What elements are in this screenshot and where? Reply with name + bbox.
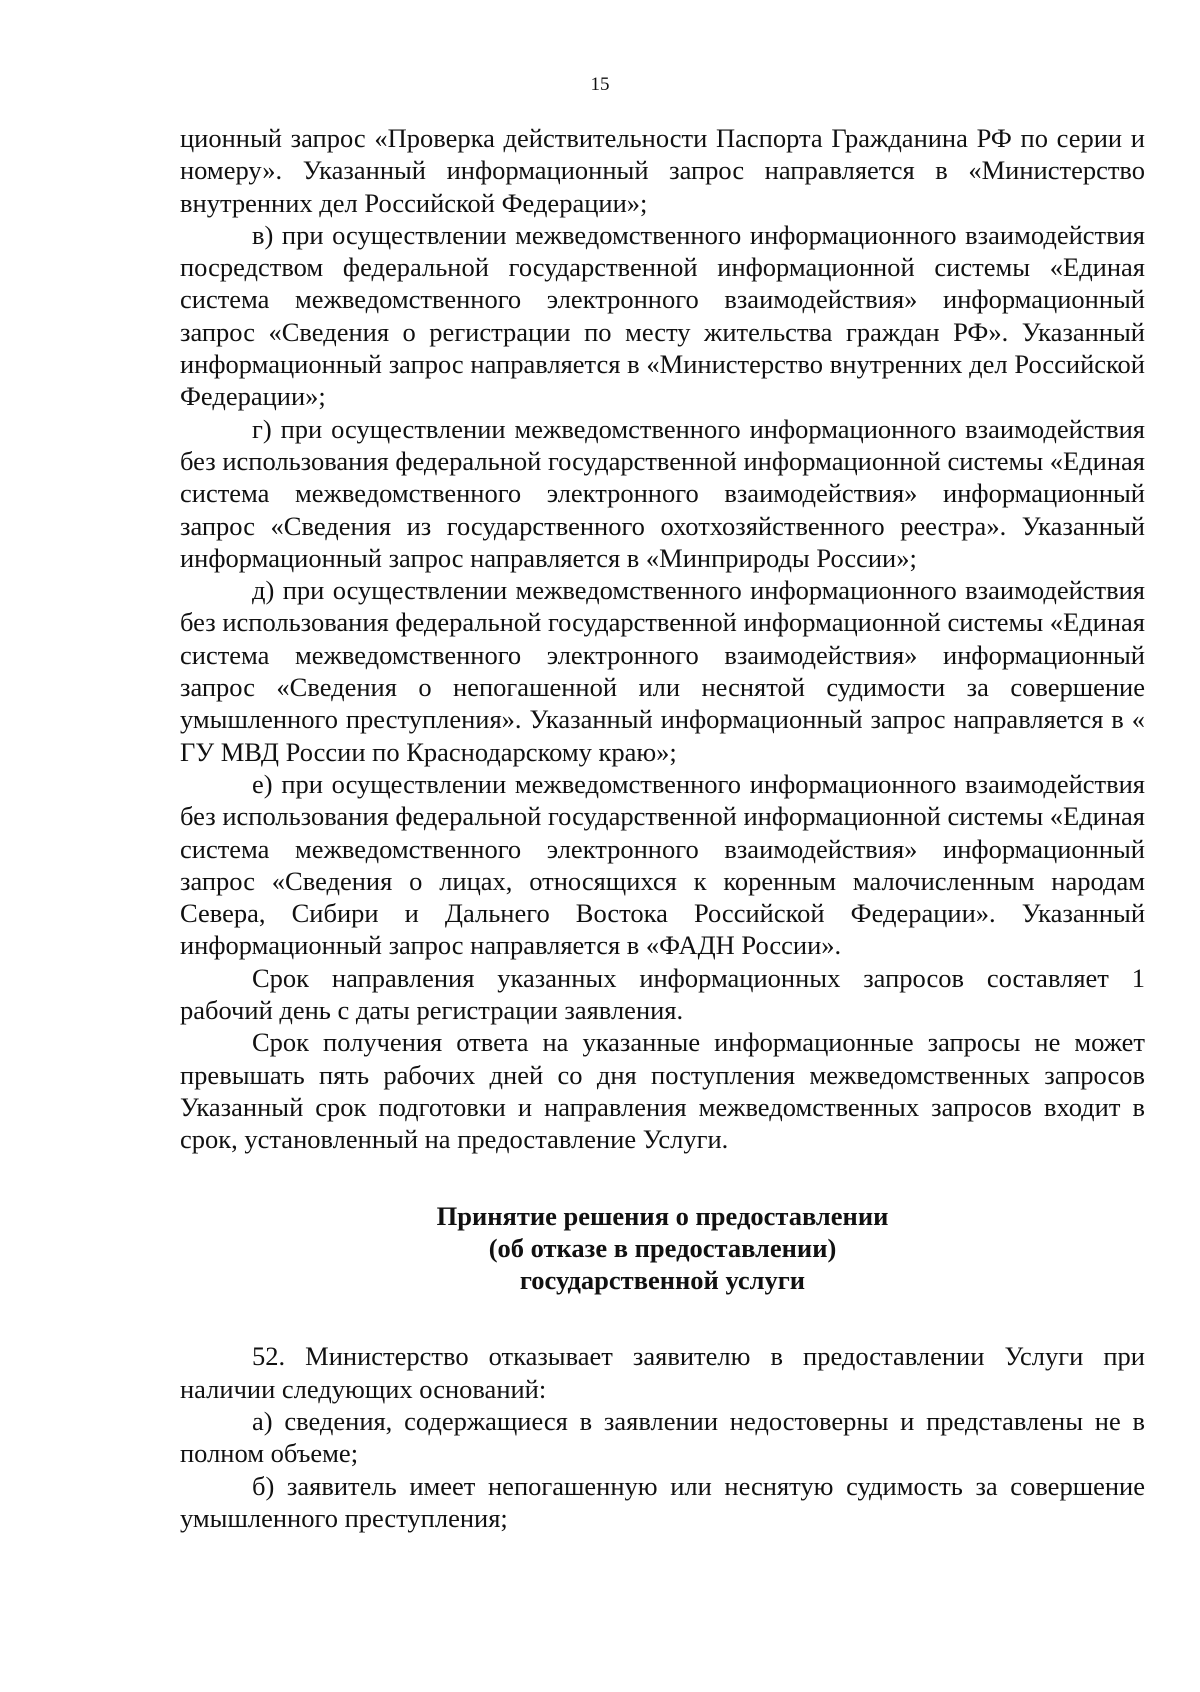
paragraph-item-d: д) при осуществлении межведомственного информационного взаимодействия без использования федеральной государственной информационной системы «Единая система межведомственного электронного взаимодействия» информационный запрос «Сведения о непогашенной или неснятой судимости за совершение умышленного преступления». Указанный информационный запрос направляется в « ГУ МВД России по Краснодарскому краю»; bbox=[180, 575, 1145, 767]
paragraph-clause-52-a: а) сведения, содержащиеся в заявлении недостоверны и представлены не в полном объеме; bbox=[180, 1405, 1145, 1469]
paragraph-clause-52-b: б) заявитель имеет непогашенную или неснятую судимость за совершение умышленного преступления; bbox=[180, 1470, 1145, 1533]
paragraph-clause-52: 52. Министерство отказывает заявителю в предоставлении Услуги при наличии следующих оснований: bbox=[180, 1341, 1145, 1404]
page-number: 15 bbox=[590, 74, 610, 95]
section-heading-line-3: государственной услуги bbox=[519, 1265, 806, 1296]
section-heading bbox=[180, 1200, 1145, 1297]
paragraph-item-e: е) при осуществлении межведомственного информационного взаимодействия без использования федеральной государственной информационной системы «Единая система межведомственного электронного взаимодействия» информационный запрос «Сведения о лицах, относящихся к коренным малочисленным народам Севера, Сибири и Дальнего Востока Российской Федерации». Указанный информационный запрос направляется в «ФАДН России». bbox=[180, 768, 1145, 961]
paragraph-item-v: в) при осуществлении межведомственного информационного взаимодействия посредством федеральной государственной информационной системы «Единая система межведомственного электронного взаимодействия» информационный запрос «Сведения о регистрации по месту жительства граждан РФ». Указанный информационный запрос направляется в «Министерство внутренних дел Российской Федерации»; bbox=[180, 219, 1145, 412]
section-heading-line-1: Принятие решения о предоставлении bbox=[436, 1200, 889, 1231]
paragraph-request-deadline: Срок направления указанных информационных запросов составляет 1 рабочий день с даты регистрации заявления. bbox=[180, 962, 1145, 1026]
document-body bbox=[180, 122, 1145, 1534]
section-heading-line-2: (об отказе в предоставлении) bbox=[488, 1232, 837, 1263]
paragraph-response-deadline: Срок получения ответа на указанные информационные запросы не может превышать пять рабочих дней со дня поступления межведомственных запросов Указанный срок подготовки и направления межведомственных запросов входит в срок, установленный на предоставление Услуги. bbox=[180, 1027, 1145, 1155]
paragraph-continuation: ционный запрос «Проверка действительности Паспорта Гражданина РФ по серии и номеру». Указанный информационный запрос направляется в «Министерство внутренних дел Российской Федерации»; bbox=[180, 123, 1145, 218]
paragraph-item-g: г) при осуществлении межведомственного информационного взаимодействия без использования федеральной государственной информационной системы «Единая система межведомственного электронного взаимодействия» информационный запрос «Сведения из государственного охотхозяйственного реестра». Указанный информационный запрос направляется в «Минприроды России»; bbox=[180, 413, 1145, 573]
